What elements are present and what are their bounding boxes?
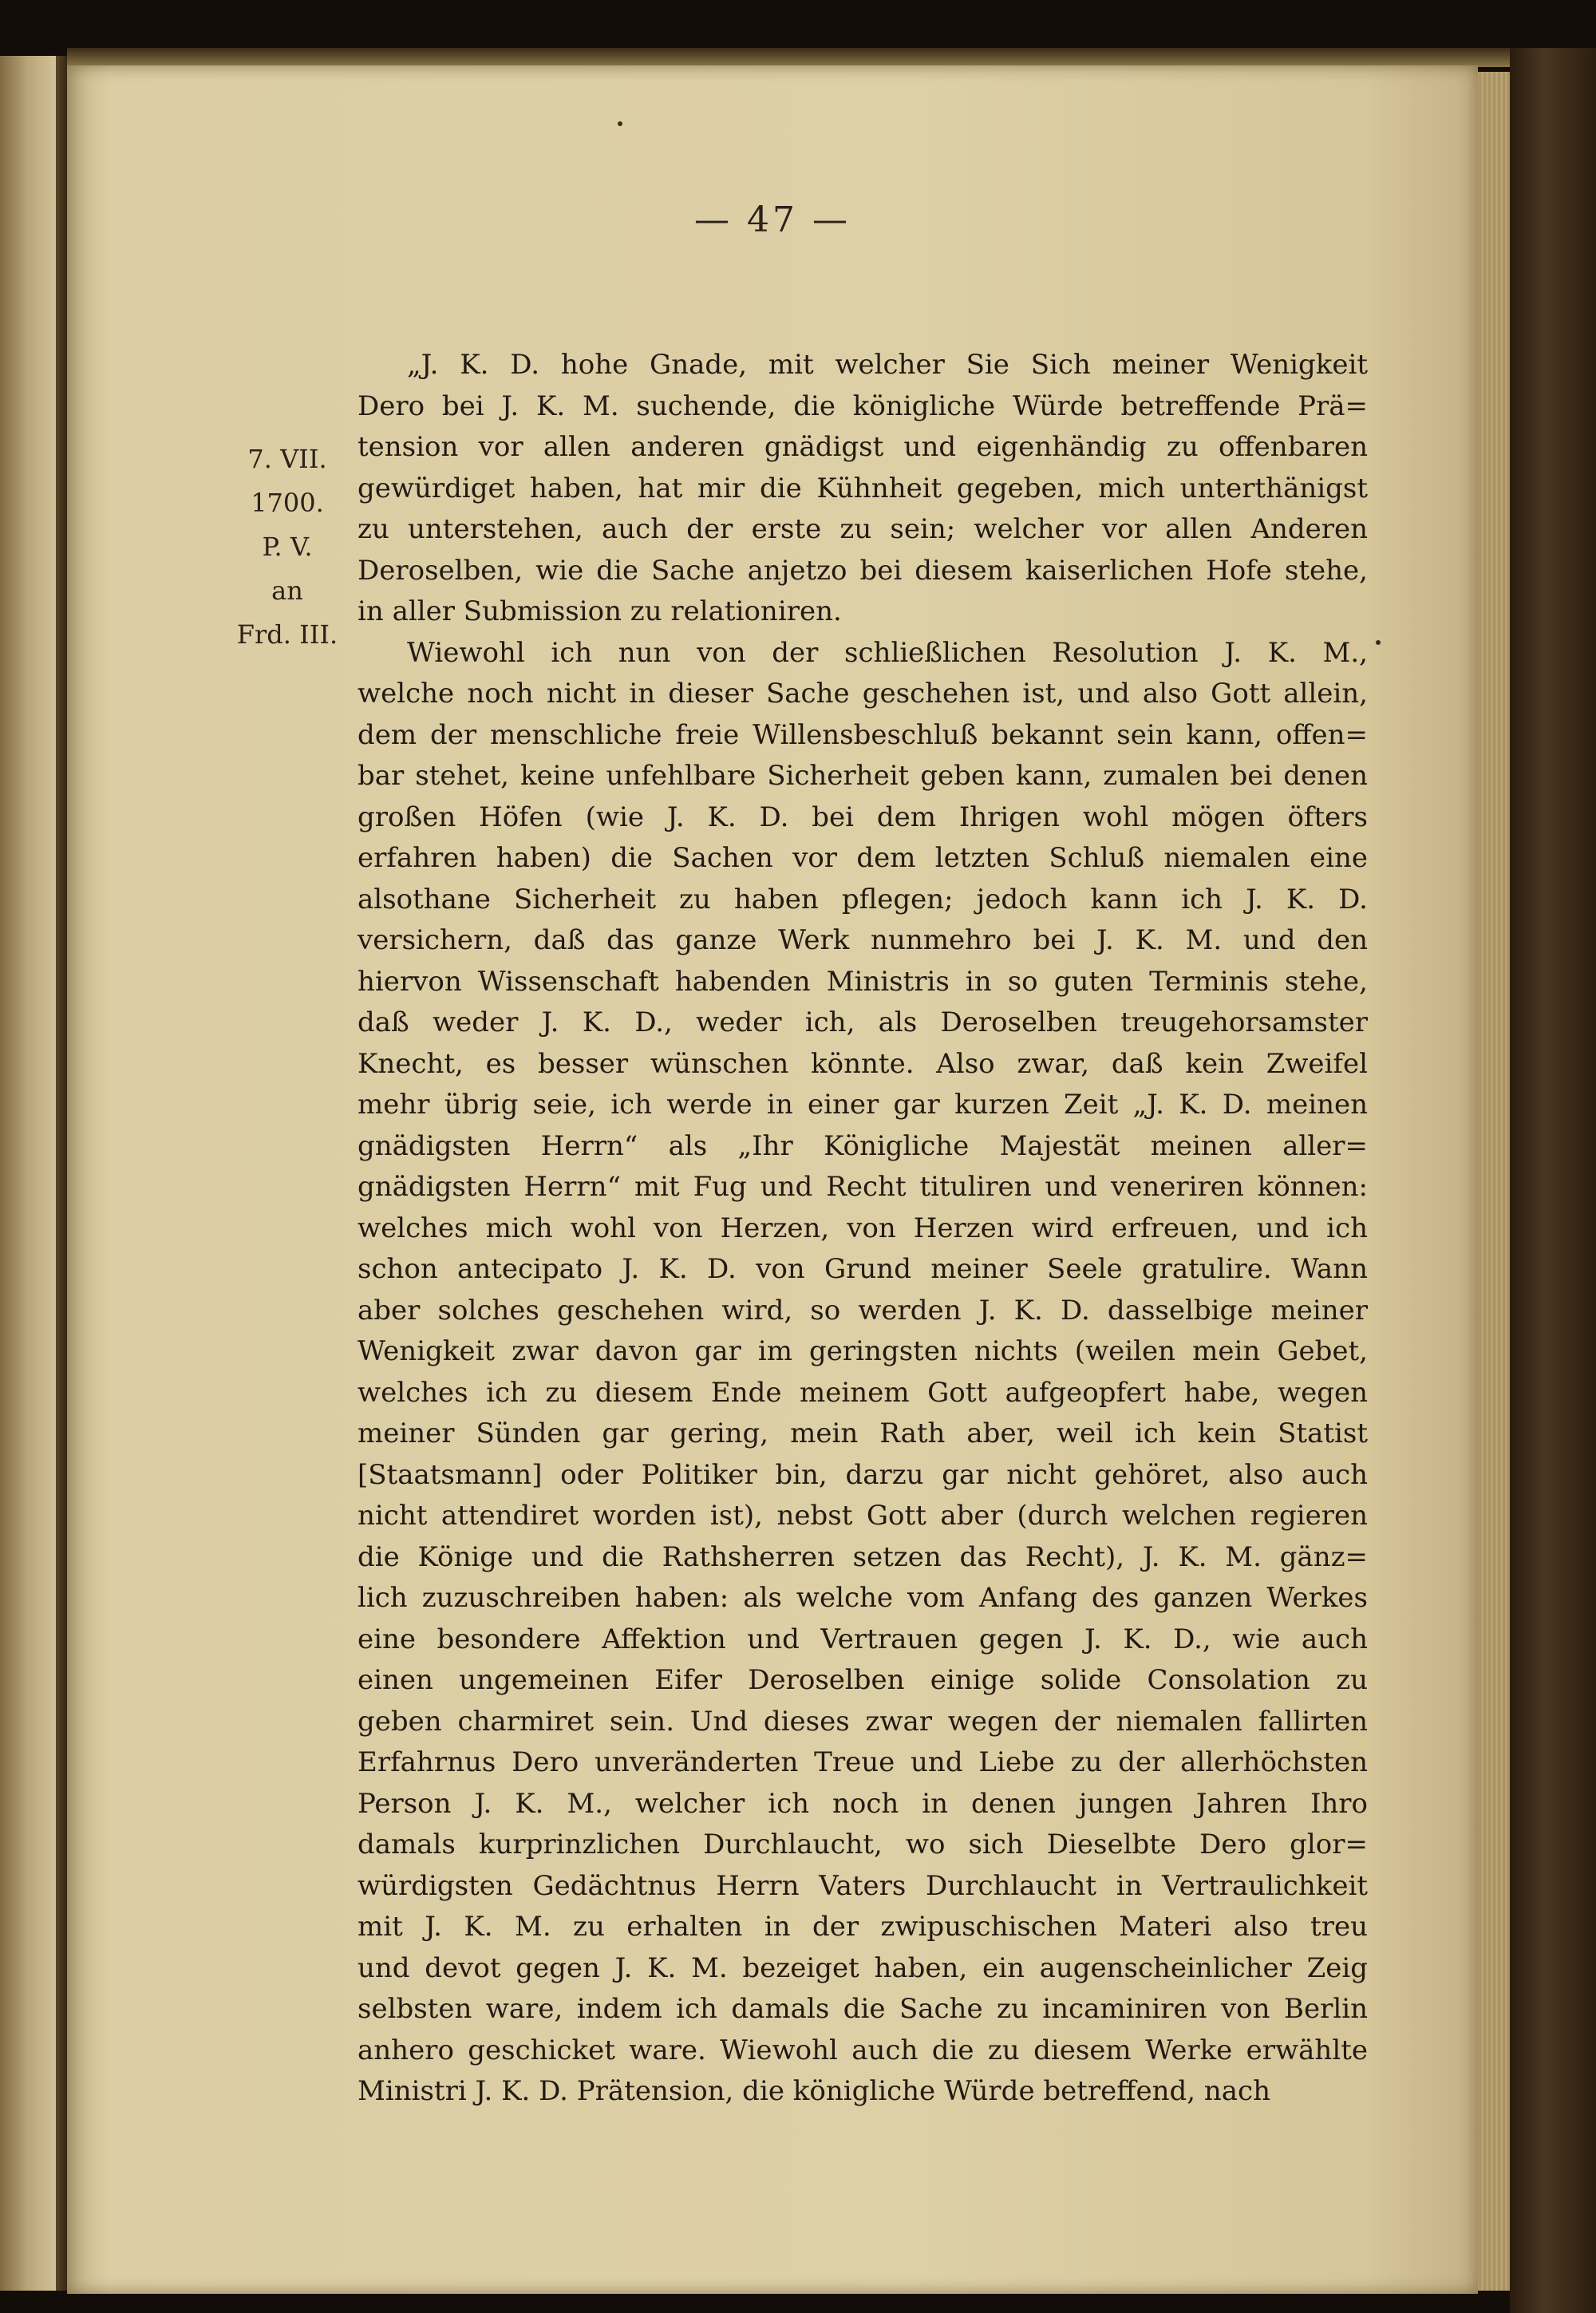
paragraph: [358, 345, 1368, 633]
text-line: Erfahrnus Dero unveränderten Treue und Liebe zu der allerhöchsten: [358, 1746, 1368, 1778]
text-line: dem der menschliche freie Willensbeschluß bekannt sein kann, offen=: [358, 718, 1368, 751]
paper-speck: [618, 121, 622, 126]
margin-note-line: an: [271, 575, 303, 606]
margin-note-line: Frd. III.: [236, 619, 338, 650]
text-line: Knecht, es besser wünschen könnte. Also zwar, daß kein Zweifel: [358, 1047, 1368, 1080]
text-line: tension vor allen anderen gnädigst und eigenhändig zu offenbaren: [358, 431, 1368, 463]
text-line: mehr übrig seie, ich werde in einer gar kurzen Zeit „J. K. D. meinen: [358, 1089, 1368, 1121]
text-line: lich zuzuschreiben haben: als welche vom Anfang des ganzen Werkes: [358, 1582, 1368, 1614]
book-top-edge: [67, 48, 1510, 67]
text-line: die Könige und die Rathsherren setzen das Recht), J. K. M. gänz=: [358, 1540, 1368, 1573]
text-line: gewürdiget haben, hat mir die Kühnheit gegeben, mich unterthänigst: [358, 472, 1368, 504]
margin-note: [207, 437, 367, 657]
paper-speck: [1376, 640, 1381, 645]
margin-note-line: 7. VII.: [247, 444, 327, 474]
text-line: würdigsten Gedächtnus Herrn Vaters Durchlaucht in Vertraulichkeit: [358, 1869, 1368, 1902]
page-number: — 47 —: [694, 200, 851, 240]
text-line: Dero bei J. K. M. suchende, die königliche Würde betreffende Prä=: [358, 389, 1368, 422]
margin-note-line: P. V.: [262, 532, 313, 562]
previous-page-edge: [0, 56, 61, 2291]
text-line: [Staatsmann] oder Politiker bin, darzu gar nicht gehöret, also auch: [358, 1458, 1368, 1491]
text-line: anhero geschicket ware. Wiewohl auch die zu diesem Werke erwählte: [358, 2034, 1368, 2066]
text-line: hiervon Wissenschaft habenden Ministris in so guten Terminis stehe,: [358, 965, 1368, 998]
text-line: bar stehet, keine unfehlbare Sicherheit geben kann, zumalen bei denen: [358, 760, 1368, 792]
page-stack-edge: [1478, 72, 1510, 2291]
text-line: eine besondere Affektion und Vertrauen gegen J. K. D., wie auch: [358, 1623, 1368, 1655]
text-line: daß weder J. K. D., weder ich, als Deroselben treugehorsamster: [358, 1006, 1368, 1038]
text-line: Ministri J. K. D. Prätension, die königliche Würde betreffend, nach: [358, 2075, 1270, 2107]
text-line: und devot gegen J. K. M. bezeiget haben, ein augenscheinlicher Zeig: [358, 1951, 1368, 1984]
book-page: [67, 65, 1478, 2294]
text-line: welches mich wohl von Herzen, von Herzen wird erfreuen, und ich: [358, 1212, 1368, 1244]
text-line: großen Höfen (wie J. K. D. bei dem Ihrigen wohl mögen öfters: [358, 801, 1368, 833]
text-line: Wiewohl ich nun von der schließlichen Resolution J. K. M.,: [407, 636, 1368, 669]
book-cover-edge: [1510, 48, 1596, 2313]
text-line: gnädigsten Herrn“ mit Fug und Recht tituliren und veneriren können:: [358, 1171, 1368, 1203]
text-line: Wenigkeit zwar davon gar im geringsten nichts (weilen mein Gebet,: [358, 1335, 1368, 1367]
text-line: „J. K. D. hohe Gnade, mit welcher Sie Sich meiner Wenigkeit: [407, 349, 1368, 381]
text-line: zu unterstehen, auch der erste zu sein; welcher vor allen Anderen: [358, 513, 1368, 545]
text-line: mit J. K. M. zu erhalten in der zwipuschischen Materi also treu: [358, 1911, 1368, 1943]
text-line: damals kurprinzlichen Durchlaucht, wo sich Dieselbte Dero glor=: [358, 1829, 1368, 1860]
margin-note-line: 1700.: [251, 488, 324, 518]
text-line: Deroselben, wie die Sache anjetzo bei diesem kaiserlichen Hofe stehe,: [358, 554, 1368, 587]
text-line: erfahren haben) die Sachen vor dem letzten Schluß niemalen eine: [358, 842, 1368, 874]
text-line: in aller Submission zu relationiren.: [358, 595, 842, 627]
text-line: schon antecipato J. K. D. von Grund meiner Seele gratulire. Wann: [358, 1253, 1368, 1285]
text-line: nicht attendiret worden ist), nebst Gott aber (durch welchen regieren: [358, 1500, 1368, 1532]
text-line: alsothane Sicherheit zu haben pflegen; jedoch kann ich J. K. D.: [358, 883, 1368, 915]
text-line: welches ich zu diesem Ende meinem Gott aufgeopfert habe, wegen: [358, 1376, 1368, 1409]
body-text: [358, 345, 1368, 2113]
text-line: aber solches geschehen wird, so werden J. K. D. dasselbige meiner: [358, 1294, 1368, 1327]
text-line: gnädigsten Herrn“ als „Ihr Königliche Majestät meinen aller=: [358, 1129, 1368, 1162]
text-line: geben charmiret sein. Und dieses zwar wegen der niemalen fallirten: [358, 1705, 1368, 1738]
text-line: Person J. K. M., welcher ich noch in denen jungen Jahren Ihro: [358, 1787, 1368, 1820]
text-line: versichern, daß das ganze Werk nunmehro bei J. K. M. und den: [358, 924, 1368, 956]
text-line: selbsten ware, indem ich damals die Sache zu incaminiren von Berlin: [358, 1993, 1368, 2025]
text-line: welche noch nicht in dieser Sache geschehen ist, und also Gott allein,: [358, 678, 1368, 710]
text-line: meiner Sünden gar gering, mein Rath aber, weil ich kein Statist: [358, 1417, 1368, 1449]
paragraph: [358, 633, 1368, 2113]
text-line: einen ungemeinen Eifer Deroselben einige solide Consolation zu: [358, 1664, 1368, 1696]
